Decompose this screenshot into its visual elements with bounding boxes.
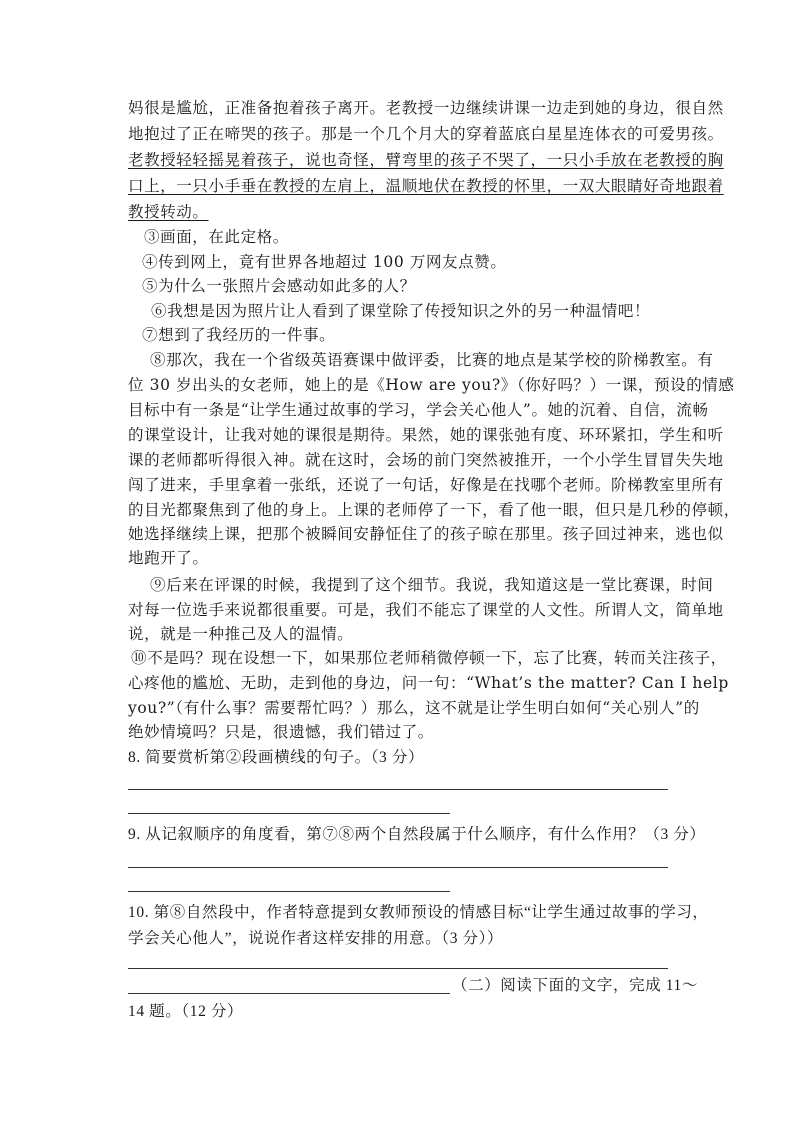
answer-line[interactable] xyxy=(128,993,450,994)
question-10-line: 学会关心他人”，说说作者这样安排的用意。（3 分）） xyxy=(128,930,504,947)
paragraph-8-line: 的课堂设计，让我对她的课很是期待。果然，她的课张弛有度、环环紧扣，学生和听 xyxy=(128,426,724,444)
answer-line[interactable] xyxy=(128,867,668,868)
paragraph-9-line: 说，就是一种推己及人的温情。 xyxy=(128,625,354,643)
paragraph-8-line: 目标中有一条是“让学生通过故事的学习，学会关心他人”。她的沉着、自信，流畅 xyxy=(128,401,709,419)
underlined-sentence-line: 教授转动。 xyxy=(128,203,209,221)
paragraph-3: ③画面，在此定格。 xyxy=(144,228,289,246)
paragraph-10-line: 心疼他的尴尬、无助，走到他的身边，问一句：“What’s the matter? Can I help xyxy=(128,674,729,692)
paragraph-8-line: ⑧那次，我在一个省级英语赛课中做评委，比赛的地点是某学校的阶梯教室。有 xyxy=(150,351,714,369)
question-8: 8. 简要赏析第②段画横线的句子。（3 分） xyxy=(128,749,425,766)
paragraph-9-line: ⑨后来在评课的时候，我提到了这个细节。我说，我知道这是一堂比赛课，时间 xyxy=(150,576,714,594)
paragraph-7: ⑦想到了我经历的一件事。 xyxy=(142,326,336,344)
paragraph-4: ④传到网上，竟有世界各地超过 100 万网友点赞。 xyxy=(142,253,507,271)
answer-line[interactable] xyxy=(128,891,450,892)
paragraph-9-line: 对每一位选手来说都很重要。可是，我们不能忘了课堂的人文性。所谓人文，简单地 xyxy=(128,601,724,619)
section-2-heading-cont: 14 题。（12 分） xyxy=(128,1003,244,1020)
underlined-sentence-line: 老教授轻轻摇晃着孩子，说也奇怪，臂弯里的孩子不哭了，一只小手放在老教授的胸 xyxy=(128,151,724,169)
section-2-heading: （二）阅读下面的文字，完成 11～ xyxy=(452,977,699,994)
paragraph-8-line: 闯了进来，手里拿着一张纸，还说了一句话，好像是在找哪个老师。阶梯教室里所有 xyxy=(128,476,724,494)
text-line: 地抱过了正在啼哭的孩子。那是一个几个月大的穿着蓝底白星星连体衣的可爱男孩。 xyxy=(128,125,724,143)
answer-line[interactable] xyxy=(128,968,668,969)
paragraph-8-line: 课的老师都听得很入神。就在这时，会场的前门突然被推开，一个小学生冒冒失失地 xyxy=(128,451,724,469)
answer-line[interactable] xyxy=(128,813,450,814)
paragraph-6: ⑥我想是因为照片让人看到了课堂除了传授知识之外的另一种温情吧！ xyxy=(151,302,651,320)
paragraph-8-line: 位 30 岁出头的女老师，她上的是《How are you?》（你好吗？）一课，预设的情感 xyxy=(128,376,735,394)
paragraph-8-line: 她选择继续上课，把那个被瞬间安静怔住了的孩子晾在那里。孩子回过神来，逃也似 xyxy=(128,525,724,543)
question-9: 9. 从记叙顺序的角度看，第⑦⑧两个自然段属于什么顺序，有什么作用？（3 分） xyxy=(128,826,706,843)
paragraph-10-line: 绝妙情境吗？只是，很遗憾，我们错过了。 xyxy=(128,723,434,741)
answer-line[interactable] xyxy=(128,789,668,790)
underlined-sentence-line: 口上，一只小手垂在教授的左肩上，温顺地伏在教授的怀里，一双大眼睛好奇地跟着 xyxy=(128,177,724,195)
paragraph-5: ⑤为什么一张照片会感动如此多的人？ xyxy=(142,277,416,295)
question-10-line: 10. 第⑧自然段中，作者特意提到女教师预设的情感目标“让学生通过故事的学习， xyxy=(128,904,709,921)
paragraph-8-line: 地跑开了。 xyxy=(128,549,209,567)
paragraph-10-line: ⑩不是吗？现在设想一下，如果那位老师稍微停顿一下，忘了比赛，转而关注孩子， xyxy=(131,649,727,667)
paragraph-10-line: you?”（有什么事？需要帮忙吗？）那么，这不就是让学生明白如何“关心别人”的 xyxy=(128,699,700,717)
paragraph-8-line: 的目光都聚焦到了他的身上。上课的老师停了一下，看了他一眼，但只是几秒的停顿， xyxy=(128,501,740,519)
text-line: 妈很是尴尬，正准备抱着孩子离开。老教授一边继续讲课一边走到她的身边，很自然 xyxy=(128,99,724,117)
